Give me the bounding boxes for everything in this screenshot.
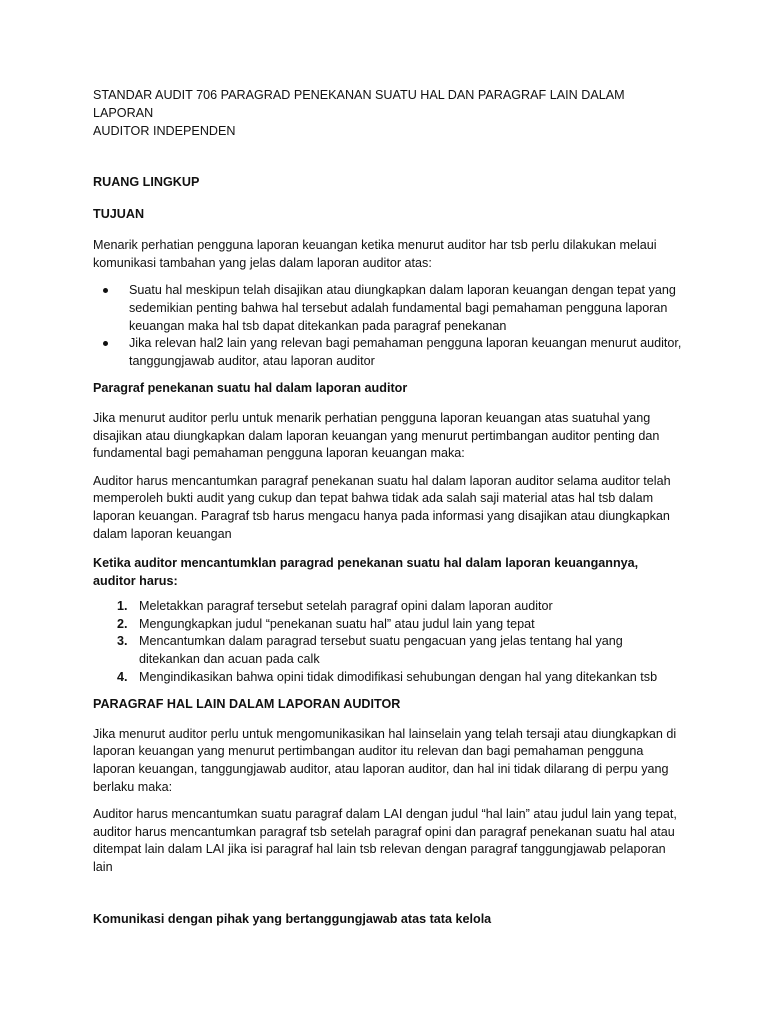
document-page [93, 86, 683, 928]
numbered-list [93, 598, 683, 686]
bullet-dot-icon [103, 341, 108, 346]
list-item [93, 282, 683, 335]
document-title-line2: AUDITOR INDEPENDEN [93, 124, 236, 138]
paragraph-tujuan-intro: Menarik perhatian pengguna laporan keuangan ketika menurut auditor har tsb perlu dilakukan melaui komunikasi tambahan yang jelas dalam laporan auditor atas: [93, 238, 657, 270]
paragraph-penekanan-2: Auditor harus mencantumkan paragraf penekanan suatu hal dalam laporan auditor selama auditor telah memperoleh bukti audit yang cukup dan tepat bahwa tidak ada salah saji material atas hal tsb dalam laporan keuangan. Paragraf tsb harus mengacu hanya pada informasi yang disajikan atau diungkapkan dalam laporan keuangan [93, 473, 671, 541]
list-item-text: Suatu hal meskipun telah disajikan atau diungkapkan dalam laporan keuangan dengan tepat yang sedemikian penting bahwa hal tersebut adalah fundamental bagi pemahaman pengguna laporan keuangan maka hal tsb dapat ditekankan pada paragraf penekanan [129, 283, 676, 333]
list-item-text: Meletakkan paragraf tersebut setelah paragraf opini dalam laporan auditor [139, 599, 553, 614]
list-item [93, 598, 683, 616]
paragraph-penekanan-1: Jika menurut auditor perlu untuk menarik perhatian pengguna laporan keuangan atas suatuhal yang disajikan atau diungkapkan dalam laporan keuangan yang menurut pertimbangan auditor penting dan fundamental bagi pemahaman pengguna laporan keuangan maka: [93, 410, 660, 461]
document-title-line1: STANDAR AUDIT 706 PARAGRAD PENEKANAN SUATU HAL DAN PARAGRAF LAIN DALAM LAPORAN [93, 88, 625, 120]
list-item-number: 4. [117, 669, 128, 684]
bullet-list [93, 282, 683, 370]
paragraph-hal-lain-1: Jika menurut auditor perlu untuk mengomunikasikan hal lainselain yang telah tersaji atau diungkapkan di laporan keuangan yang menurut pertimbangan auditor itu relevan dan bagi pemahaman pengguna laporan keuangan, tanggungjawab auditor, atau laporan auditor, dan hal ini tidak dilarang di perpu yang berlaku maka: [93, 726, 677, 794]
list-item-text: Mencantumkan dalam paragrad tersebut suatu pengacuan yang jelas tentang hal yang ditekankan dan acuan pada calk [139, 634, 623, 667]
heading-ruang-lingkup: RUANG LINGKUP [93, 175, 200, 189]
heading-ketika-auditor: Ketika auditor mencantumklan paragrad penekanan suatu hal dalam laporan keuangannya, auditor harus: [93, 556, 639, 588]
list-item-text: Mengungkapkan judul “penekanan suatu hal” atau judul lain yang tepat [139, 616, 535, 631]
heading-komunikasi: Komunikasi dengan pihak yang bertanggungjawab atas tata kelola [93, 911, 492, 926]
list-item [93, 616, 683, 634]
bullet-dot-icon [103, 288, 108, 293]
heading-tujuan: TUJUAN [93, 206, 145, 221]
list-item-text: Jika relevan hal2 lain yang relevan bagi pemahaman pengguna laporan keuangan menurut auditor, tanggungjawab auditor, atau laporan auditor [129, 336, 682, 368]
heading-paragraf-hal-lain: PARAGRAF HAL LAIN DALAM LAPORAN AUDITOR [93, 697, 401, 712]
list-item [93, 633, 683, 668]
paragraph-hal-lain-2: Auditor harus mencantumkan suatu paragraf dalam LAI dengan judul “hal lain” atau judul lain yang tepat, auditor harus mencantumkan paragraf tsb setelah paragraf opini dan paragraf penekanan suatu hal atau ditempat lain dalam LAI jika isi paragraf hal lain tsb relevan dengan paragraf tanggungjawab pelaporan lain [93, 807, 677, 874]
list-item [93, 335, 683, 370]
list-item [93, 669, 683, 687]
list-item-text: Mengindikasikan bahwa opini tidak dimodifikasi sehubungan dengan hal yang ditekankan tsb [139, 669, 658, 684]
heading-paragraf-penekanan: Paragraf penekanan suatu hal dalam laporan auditor [93, 381, 408, 396]
list-item-number: 3. [117, 634, 128, 649]
list-item-number: 2. [117, 616, 128, 631]
list-item-number: 1. [117, 599, 128, 614]
